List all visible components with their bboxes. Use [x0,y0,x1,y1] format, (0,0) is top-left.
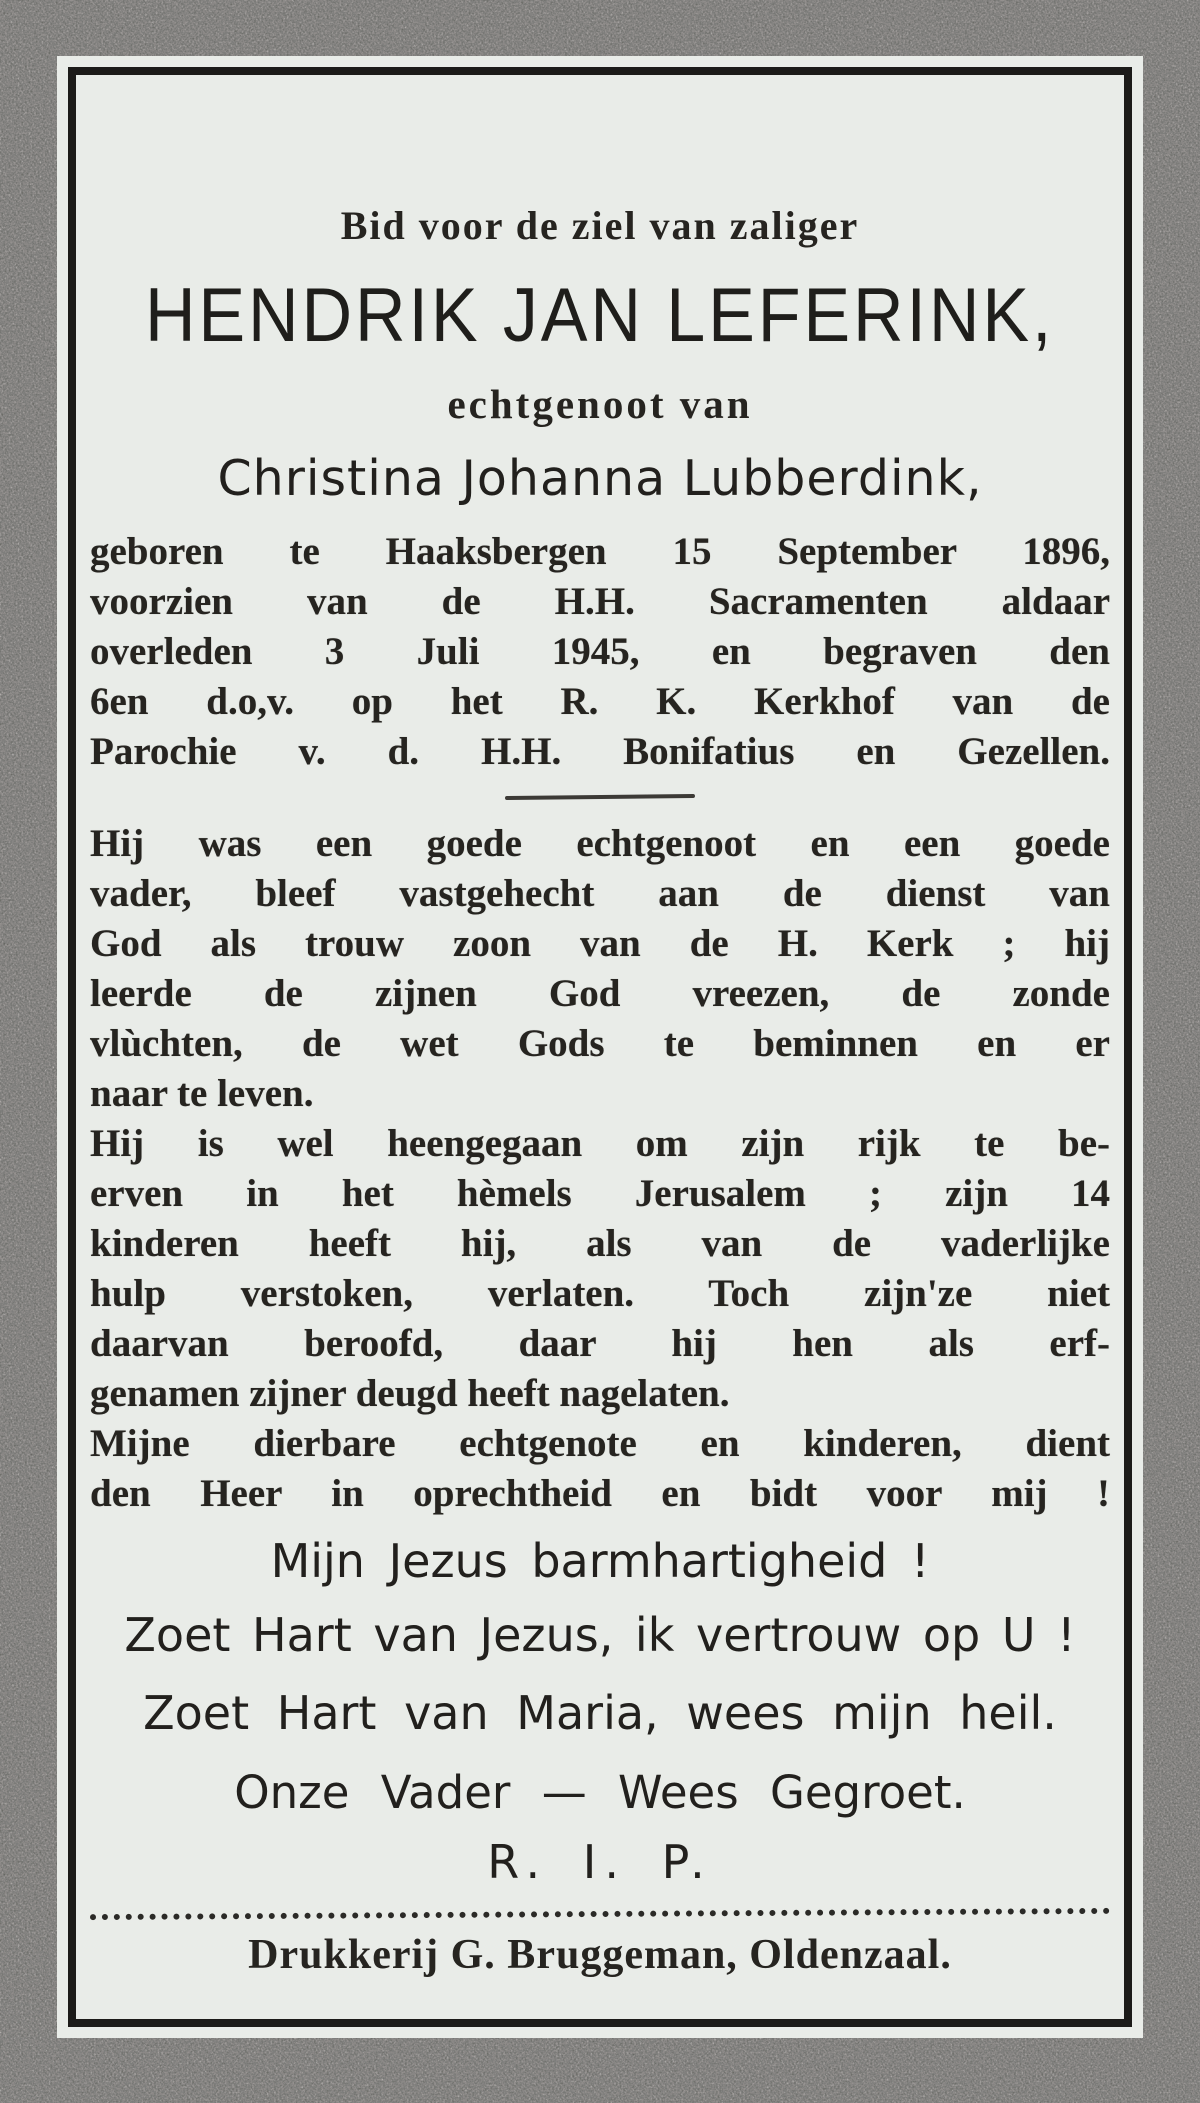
text-line: daarvan beroofd, daar hij hen als erf- [90,1322,1110,1365]
prayer-sacred-heart-jesus: Zoet Hart van Jezus, ik vertrouw op U ! [124,1608,1076,1662]
prayer-our-father: Onze Vader — Wees Gegroet. [234,1766,966,1819]
text-line: hulp verstoken, verlaten. Toch zijn'ze niet [90,1272,1110,1315]
text-line: den Heer in oprechtheid en bidt voor mij ! [90,1472,1110,1515]
spouse-name: Christina Johanna Lubberdink, [217,450,983,507]
text-line: vader, bleef vastgehecht aan de dienst van [90,872,1110,915]
text-line: voorzien van de H.H. Sacramenten aldaar [90,580,1110,623]
relation-line: echtgenoot van [447,381,753,427]
deceased-name: HENDRIK JAN LEFERINK, [145,273,1055,358]
prayer-sacred-heart-maria: Zoet Hart van Maria, wees mijn heil. [143,1686,1057,1740]
section-divider [505,794,695,800]
text-line: Parochie v. d. H.H. Bonifatius en Gezellen. [90,730,1110,773]
text-line: Hij was een goede echtgenoot en een goede [90,822,1110,865]
text-line: God als trouw zoon van de H. Kerk ; hij [90,922,1110,965]
eulogy-paragraph-2 [90,1119,1110,1419]
text-line: Mijne dierbare echtgenote en kinderen, dient [90,1422,1110,1465]
intro-line: Bid voor de ziel van zaliger [340,203,860,248]
dotted-divider [90,1908,1110,1920]
card-frame-rule [68,67,1132,2027]
memorial-card [57,56,1143,2038]
text-line: naar te leven. [90,1072,314,1115]
rip-line: R. I. P. [487,1835,713,1889]
text-line: overleden 3 Juli 1945, en begraven den [90,630,1110,673]
eulogy-paragraph-1 [90,819,1110,1119]
printer-credit-line: Drukkerij G. Bruggeman, Oldenzaal. [248,1932,952,1978]
text-line: geboren te Haaksbergen 15 September 1896, [90,530,1110,573]
appeal-paragraph [90,1419,1110,1519]
text-line: genamen zijner deugd heeft nagelaten. [90,1372,730,1415]
text-line: leerde de zijnen God vreezen, de zonde [90,972,1110,1015]
text-line: kinderen heeft hij, als van de vaderlijke [90,1222,1110,1265]
text-line: vlùchten, de wet Gods te beminnen en er [90,1022,1110,1065]
text-line: erven in het hèmels Jerusalem ; zijn 14 [90,1172,1110,1215]
text-line: Hij is wel heengegaan om zijn rijk te be- [90,1122,1110,1165]
vitals-paragraph [90,527,1110,777]
prayer-jesus-mercy: Mijn Jezus barmhartigheid ! [270,1534,930,1588]
text-line: 6en d.o,v. op het R. K. Kerkhof van de [90,680,1110,723]
